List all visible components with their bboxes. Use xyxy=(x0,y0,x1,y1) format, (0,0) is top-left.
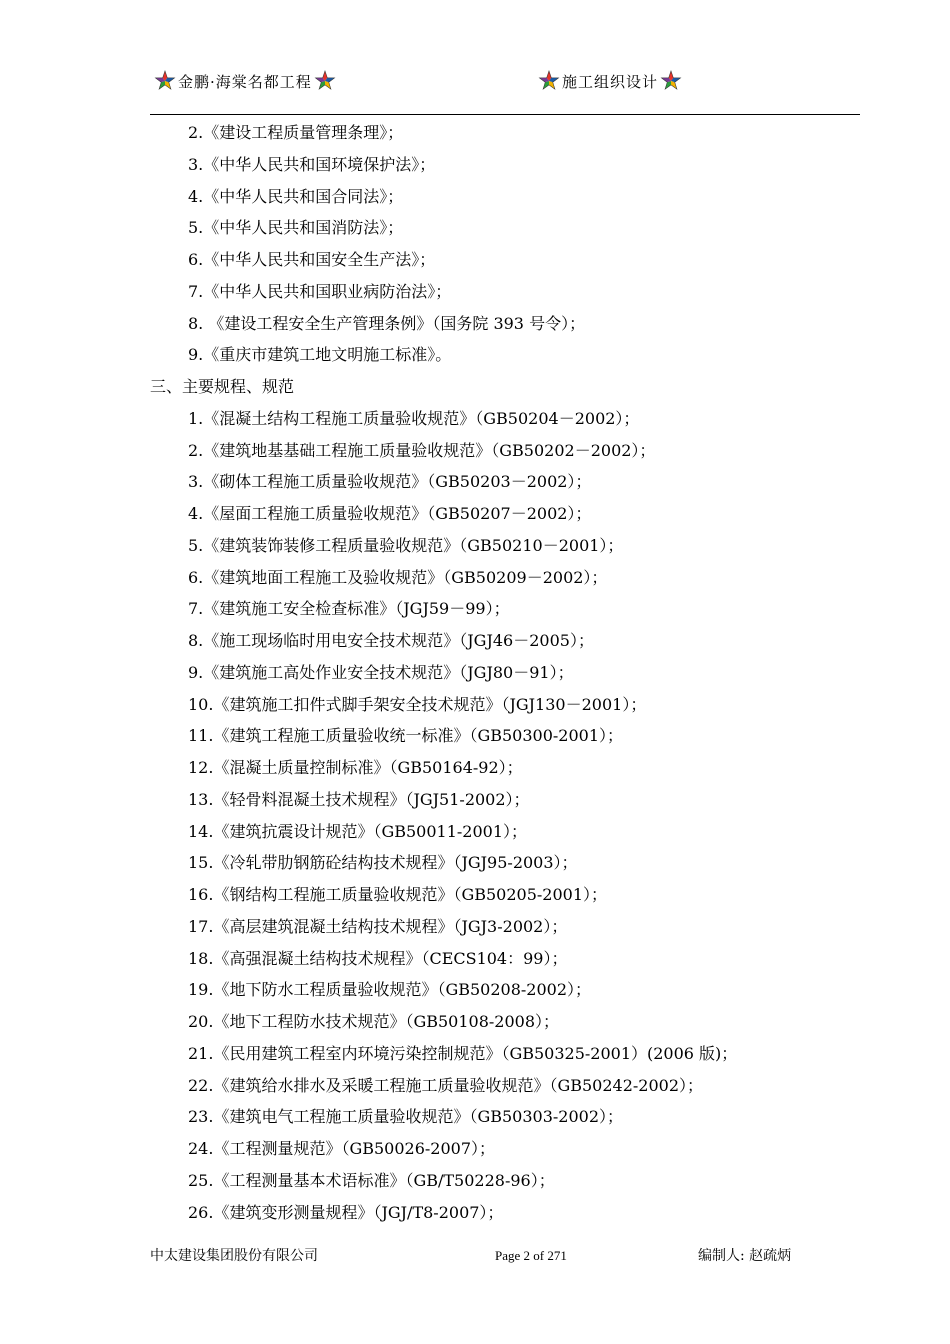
list-item: 3.《砌体工程施工质量验收规范》（GB50203－2002）； xyxy=(188,472,592,492)
page-footer xyxy=(150,1244,860,1268)
list-item: 15.《冷轧带肋钢筋砼结构技术规程》（JGJ95-2003）； xyxy=(188,853,578,873)
list-item: 1.《混凝土结构工程施工质量验收规范》（GB50204－2002）； xyxy=(188,408,640,428)
list-item: 3.《中华人民共和国环境保护法》； xyxy=(188,154,436,174)
list-item: 20.《地下工程防水技术规范》（GB50108-2008）； xyxy=(188,1012,560,1031)
list-item: 11.《建筑工程施工质量验收统一标准》（GB50300-2001）； xyxy=(188,726,624,746)
list-item: 6.《建筑地面工程施工及验收规范》（GB50209－2002）； xyxy=(188,567,608,587)
list-item: 23.《建筑电气工程施工质量验收规范》（GB50303-2002）； xyxy=(188,1107,624,1127)
list-item: 8.《施工现场临时用电安全技术规范》（JGJ46－2005）； xyxy=(188,631,594,650)
list-item: 8. 《建设工程安全生产管理条例》（国务院 393 号令）； xyxy=(188,313,586,333)
star-icon xyxy=(538,70,560,92)
list-item: 16.《钢结构工程施工质量验收规范》（GB50205-2001）； xyxy=(188,885,608,904)
list-item: 17.《高层建筑混凝土结构技术规程》（JGJ3-2002）； xyxy=(188,916,568,936)
list-item: 6.《中华人民共和国安全生产法》； xyxy=(188,250,436,269)
list-item: 5.《中华人民共和国消防法》； xyxy=(188,218,404,238)
list-item: 26.《建筑变形测量规程》（JGJ/T8-2007）； xyxy=(188,1202,504,1222)
list-item: 4.《屋面工程施工质量验收规范》（GB50207－2002）； xyxy=(188,504,592,523)
list-item: 7.《建筑施工安全检查标准》（JGJ59－99）； xyxy=(188,599,510,619)
page-header xyxy=(150,66,860,115)
star-icon xyxy=(660,70,682,92)
list-item: 24.《工程测量规范》（GB50026-2007）； xyxy=(188,1139,496,1158)
footer-author: 编制人: 赵疏炳 xyxy=(698,1248,792,1264)
list-item: 25.《工程测量基本术语标准》（GB/T50228-96）； xyxy=(188,1170,555,1190)
list-item: 14.《建筑抗震设计规范》（GB50011-2001）； xyxy=(188,821,528,841)
list-item: 22.《建筑给水排水及采暖工程施工质量验收规范》（GB50242-2002）； xyxy=(188,1075,704,1095)
header-right xyxy=(538,70,682,92)
list-item: 9.《重庆市建筑工地文明施工标准》。 xyxy=(188,345,452,365)
list-item: 2.《建筑地基基础工程施工质量验收规范》（GB50202－2002）； xyxy=(188,440,656,460)
header-right-title: 施工组织设计 xyxy=(562,72,659,91)
header-left xyxy=(154,70,336,92)
list-item: 9.《建筑施工高处作业安全技术规范》（JGJ80－91）； xyxy=(188,662,574,682)
list-item: 4.《中华人民共和国合同法》； xyxy=(188,186,404,206)
list-item: 21.《民用建筑工程室内环境污染控制规范》（GB50325-2001）(2006 版)； xyxy=(188,1043,738,1063)
list-item: 5.《建筑装饰装修工程质量验收规范》（GB50210－2001）； xyxy=(188,535,624,555)
list-item: 18.《高强混凝土结构技术规程》（CECS104：99）； xyxy=(188,948,568,968)
footer-page-number: Page 2 of 271 xyxy=(495,1248,567,1263)
list-item: 12.《混凝土质量控制标准》（GB50164-92）； xyxy=(188,758,523,777)
list-item: 13.《轻骨料混凝土技术规程》（JGJ51-2002）； xyxy=(188,789,530,809)
list-item: 19.《地下防水工程质量验收规范》（GB50208-2002）； xyxy=(188,980,592,1000)
list-item: 7.《中华人民共和国职业病防治法》； xyxy=(188,281,452,301)
section-heading: 三、主要规程、规范 xyxy=(150,377,295,396)
star-icon xyxy=(314,70,336,92)
footer-company: 中太建设集团股份有限公司 xyxy=(150,1248,318,1264)
header-left-title: 金鹏·海棠名都工程 xyxy=(178,72,312,91)
document-body xyxy=(150,117,860,1228)
star-icon xyxy=(154,70,176,92)
list-item: 2.《建设工程质量管理条理》； xyxy=(188,123,404,142)
list-item: 10.《建筑施工扣件式脚手架安全技术规范》（JGJ130－2001）； xyxy=(188,694,647,714)
